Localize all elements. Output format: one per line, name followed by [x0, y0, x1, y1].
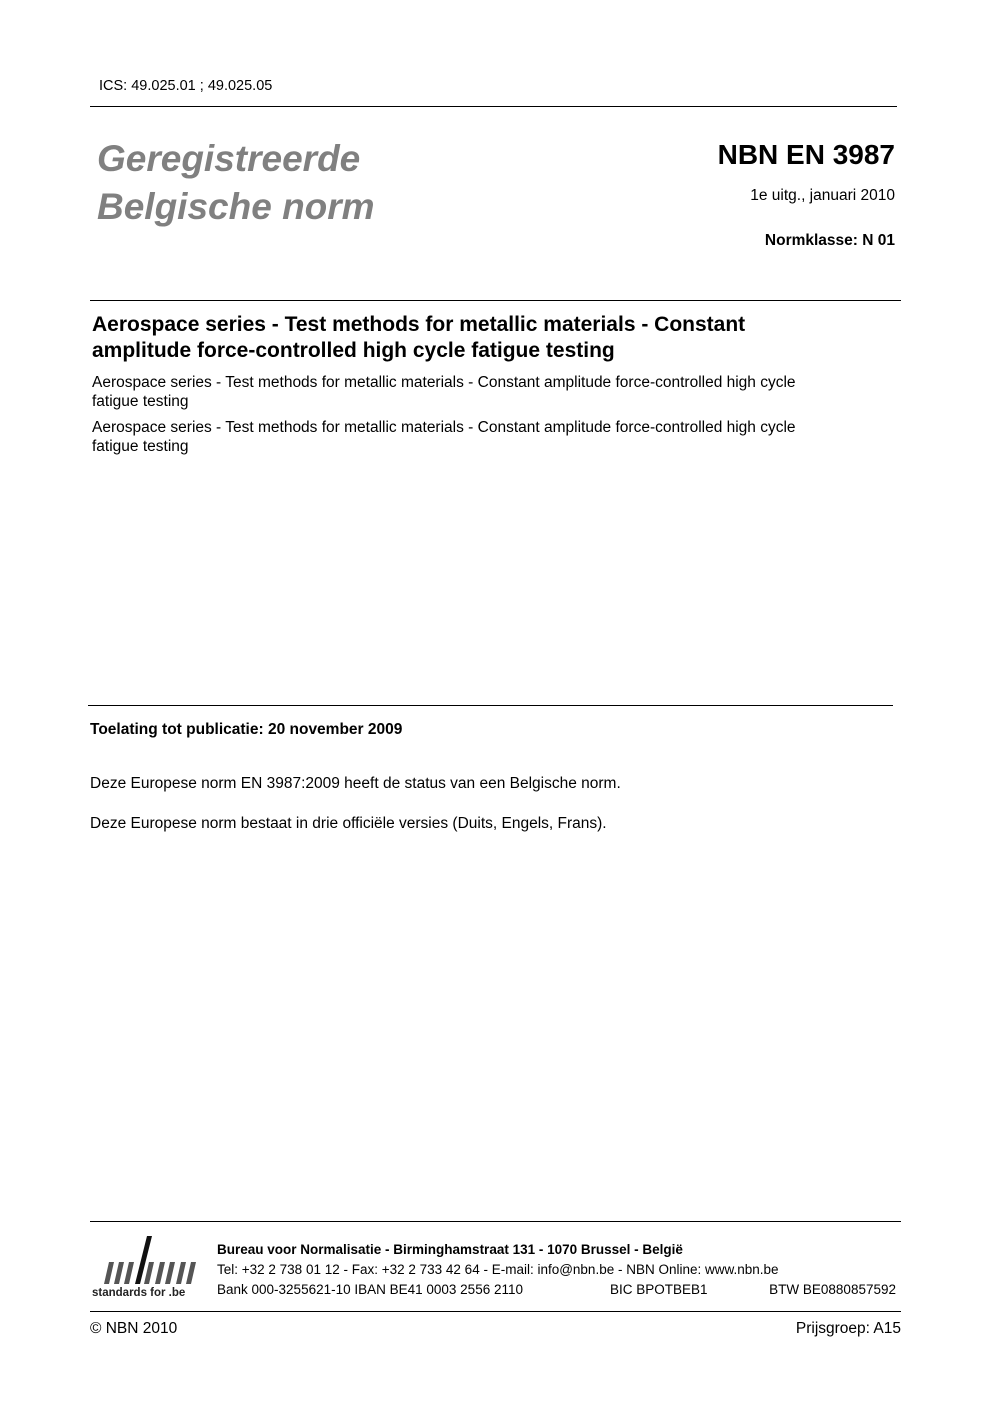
divider [90, 1311, 901, 1312]
alt-title1-line1: Aerospace series - Test methods for metallic materials - Constant amplitude force-controlled high cycle [92, 374, 796, 391]
title-line1: Aerospace series - Test methods for metallic materials - Constant [92, 313, 746, 336]
status-text: Deze Europese norm EN 3987:2009 heeft de status van een Belgische norm. [90, 775, 621, 792]
price-group: Prijsgroep: A15 [795, 1320, 901, 1337]
divider [90, 106, 897, 107]
logo-tagline: standards for .be [92, 1287, 186, 1299]
approval-date: Toelating tot publicatie: 20 november 2009 [90, 721, 403, 738]
standard-number: NBN EN 3987 [717, 139, 895, 170]
alt-title2-line2: fatigue testing [92, 438, 189, 455]
contact-info: Tel: +32 2 738 01 12 - Fax: +32 2 733 42 64 - E-mail: info@nbn.be - NBN Online: www.nbn.be [217, 1262, 779, 1277]
edition: 1e uitg., januari 2010 [750, 187, 895, 204]
copyright: © NBN 2010 [90, 1320, 178, 1337]
norm-class: Normklasse: N 01 [764, 232, 895, 249]
alt-title2-line1: Aerospace series - Test methods for metallic materials - Constant amplitude force-controlled high cycle [92, 419, 796, 436]
alt-title1-line2: fatigue testing [92, 393, 189, 410]
ics-code: ICS: 49.025.01 ; 49.025.05 [99, 78, 273, 94]
bank-info: Bank 000-3255621-10 IBAN BE41 0003 2556 2110 [217, 1282, 523, 1297]
title-line2: amplitude force-controlled high cycle fatigue testing [92, 339, 615, 362]
versions-text: Deze Europese norm bestaat in drie officiële versies (Duits, Engels, Frans). [90, 815, 607, 832]
registered-line2: Belgische norm [97, 186, 375, 227]
divider [90, 300, 901, 301]
registered-line1: Geregistreerde [97, 138, 361, 179]
divider [88, 705, 893, 706]
divider [90, 1221, 901, 1222]
btw-info: BTW BE0880857592 [769, 1282, 896, 1297]
bic-info: BIC BPOTBEB1 [610, 1282, 708, 1297]
address: Bureau voor Normalisatie - Birminghamstraat 131 - 1070 Brussel - België [217, 1242, 683, 1257]
nbn-logo [92, 1232, 204, 1304]
